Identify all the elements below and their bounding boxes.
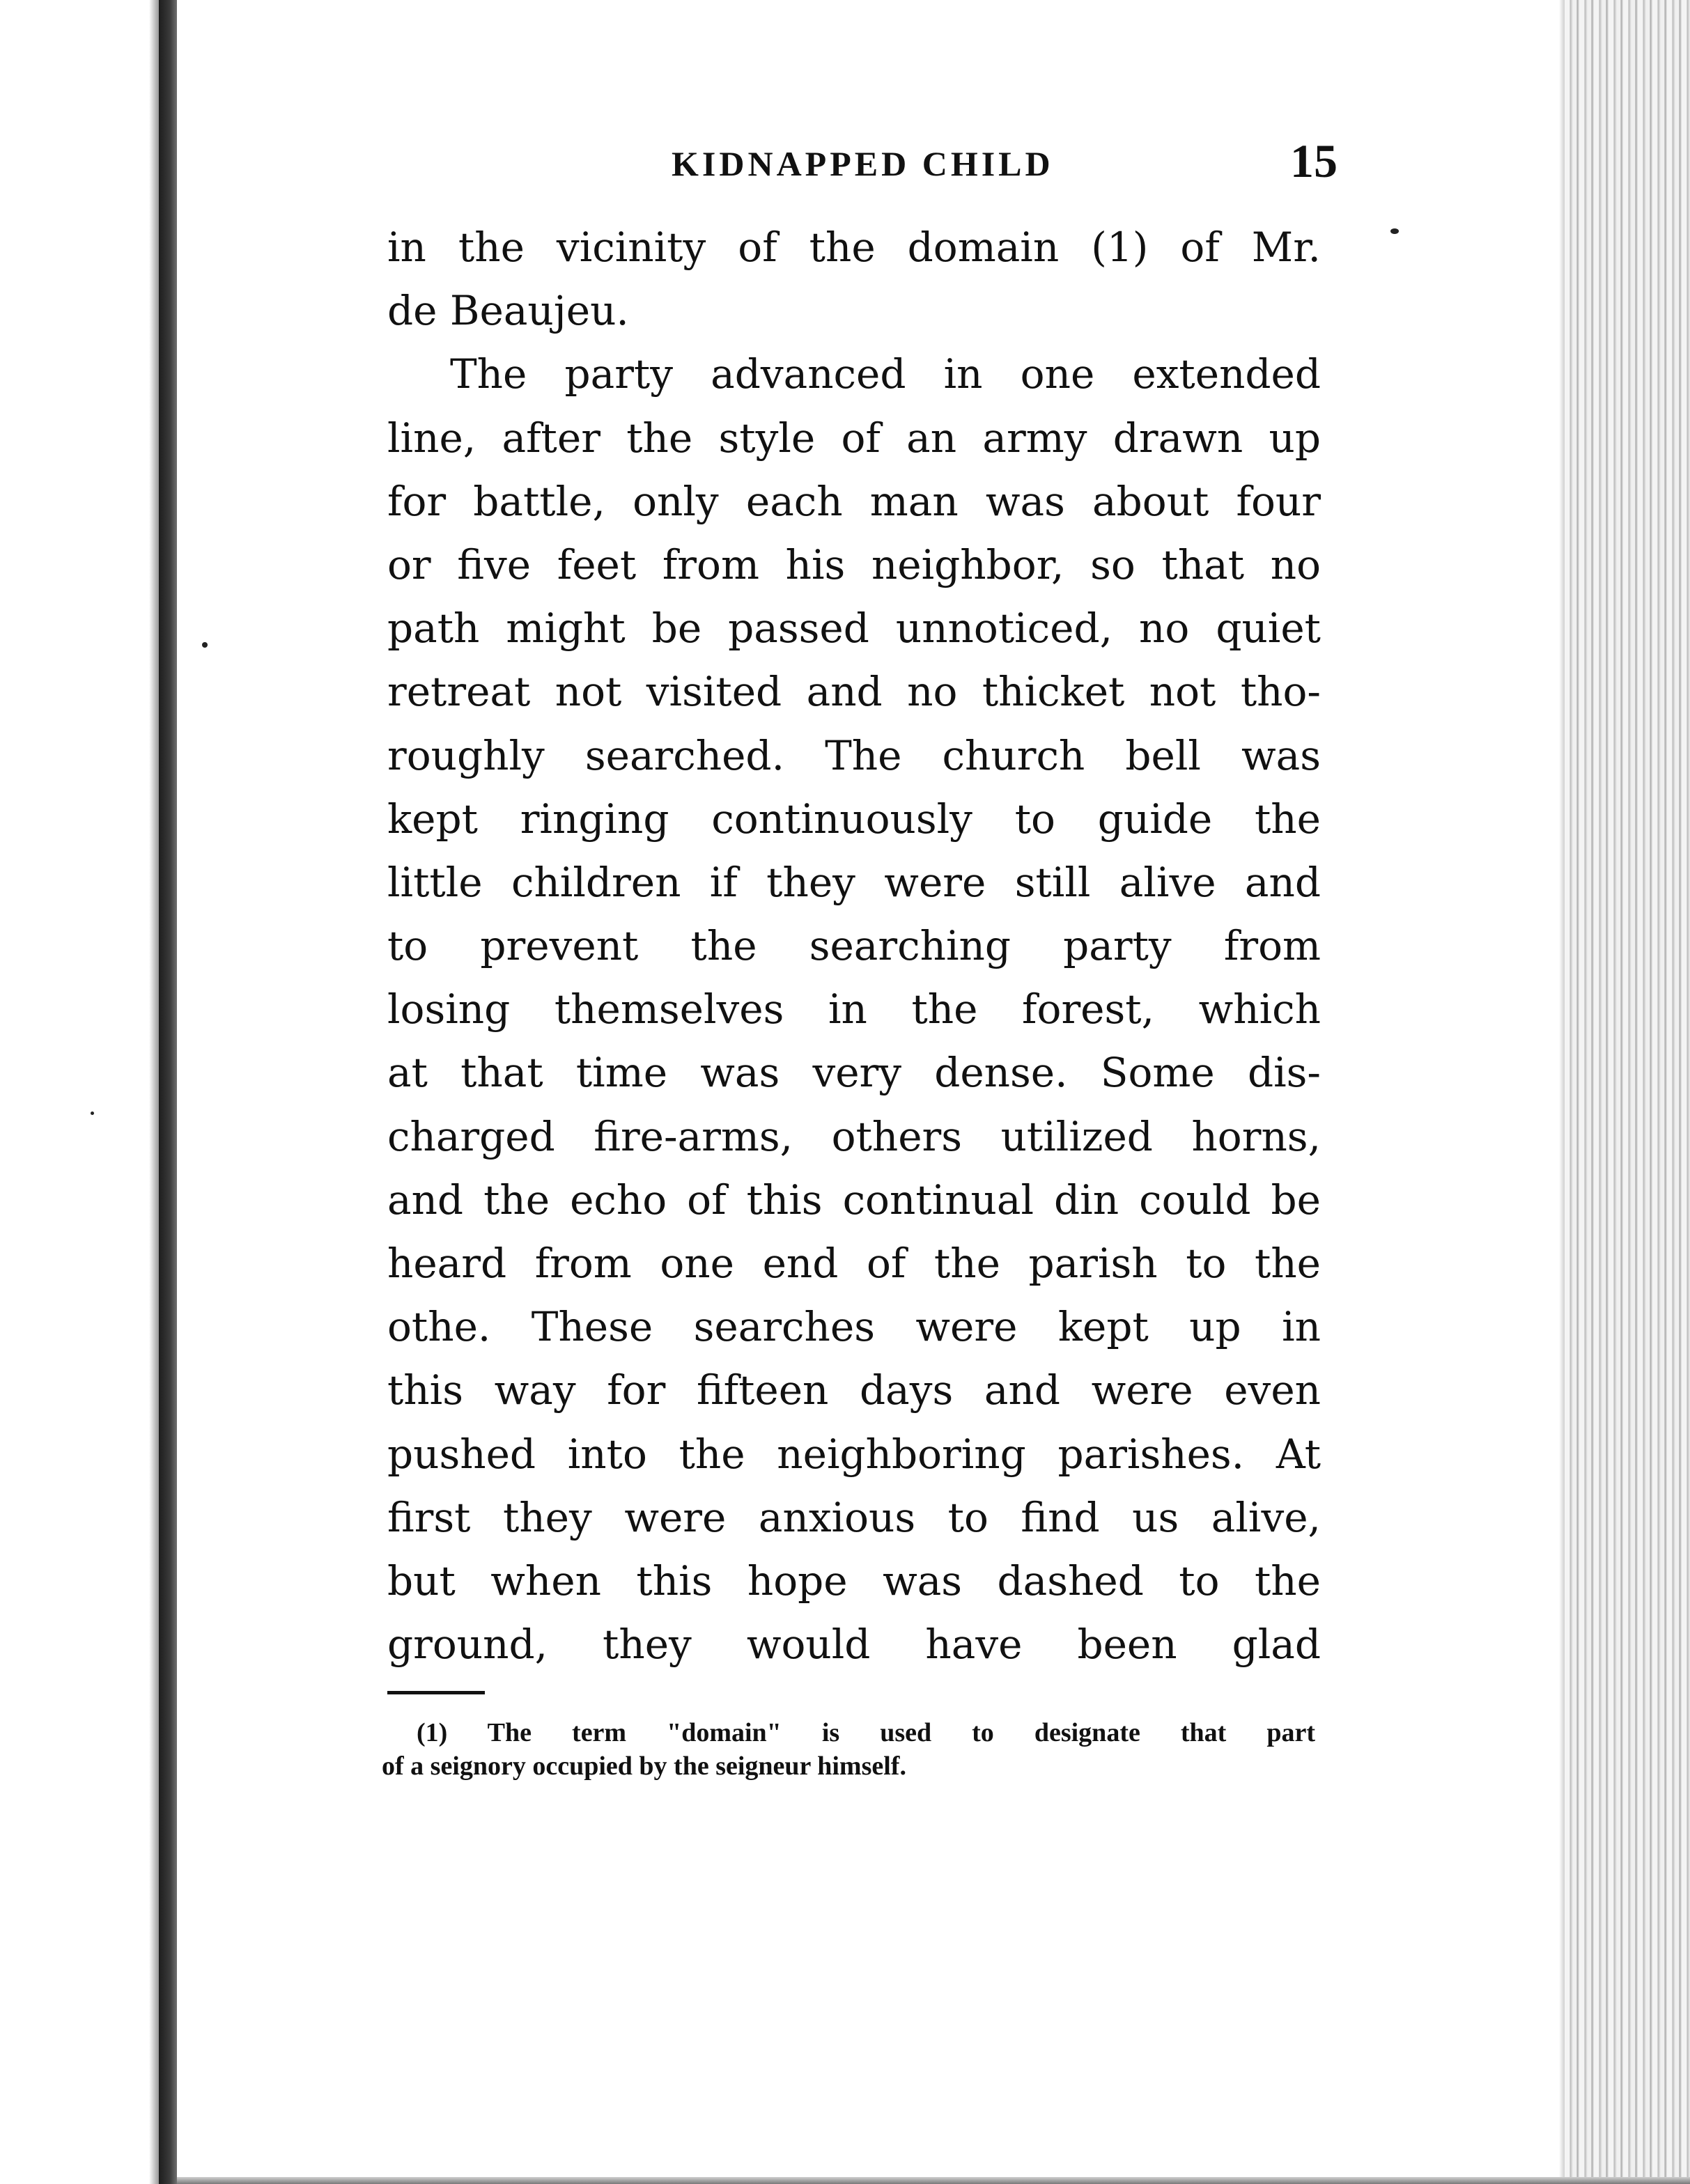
text-line: heard from one end of the parish to the xyxy=(387,1240,1321,1287)
text-line: and the echo of this continual din could be xyxy=(387,1176,1321,1224)
text-line: othe. These searches were kept up in xyxy=(387,1303,1321,1351)
text-line: path might be passed unnoticed, no quiet xyxy=(387,604,1321,653)
text-line: ground, they would have been glad xyxy=(387,1621,1321,1669)
page-stack-edge xyxy=(1559,0,1565,2184)
footnote xyxy=(382,1716,1315,1783)
text-line: The party advanced in one extended xyxy=(450,350,1321,398)
scan-speck xyxy=(202,642,208,648)
text-line: charged fire-arms, others utilized horns, xyxy=(387,1112,1321,1160)
footnote-rule xyxy=(387,1691,485,1694)
scan-speck xyxy=(91,1112,94,1115)
text-line: but when this hope was dashed to the xyxy=(387,1557,1321,1605)
text-line: line, after the style of an army drawn up xyxy=(387,414,1321,462)
text-line: little children if they were still alive and xyxy=(387,858,1321,906)
footnote-line: of a seignory occupied by the seigneur himself. xyxy=(382,1752,906,1781)
running-title: KIDNAPPED CHILD xyxy=(672,144,1054,183)
bottom-edge xyxy=(177,2177,1690,2184)
text-line: or five feet from his neighbor, so that no xyxy=(387,540,1321,588)
page-number: 15 xyxy=(1290,134,1338,187)
running-head xyxy=(390,136,1338,185)
page-stack xyxy=(1565,0,1690,2184)
text-line: this way for fifteen days and were even xyxy=(387,1366,1321,1414)
footnote-line: (1) The term "domain" is used to designate that part xyxy=(417,1718,1315,1747)
text-line: for battle, only each man was about four xyxy=(387,477,1321,525)
text-line: kept ringing continuously to guide the xyxy=(387,795,1321,843)
binding-edge xyxy=(159,0,177,2184)
text-line: roughly searched. The church bell was xyxy=(387,731,1321,779)
text-line: first they were anxious to find us alive, xyxy=(387,1493,1321,1541)
text-line: pushed into the neighboring parishes. At xyxy=(387,1430,1321,1478)
text-line: at that time was very dense. Some dis- xyxy=(387,1049,1321,1097)
text-line: losing themselves in the forest, which xyxy=(387,985,1321,1034)
body-text xyxy=(387,216,1321,1676)
text-line: de Beaujeu. xyxy=(387,287,629,335)
scan-speck xyxy=(1390,228,1399,234)
text-line: in the vicinity of the domain (1) of Mr. xyxy=(387,224,1321,271)
text-line: to prevent the searching party from xyxy=(387,922,1321,970)
binding-shadow xyxy=(149,0,159,2184)
text-line: retreat not visited and no thicket not tho- xyxy=(387,668,1321,716)
